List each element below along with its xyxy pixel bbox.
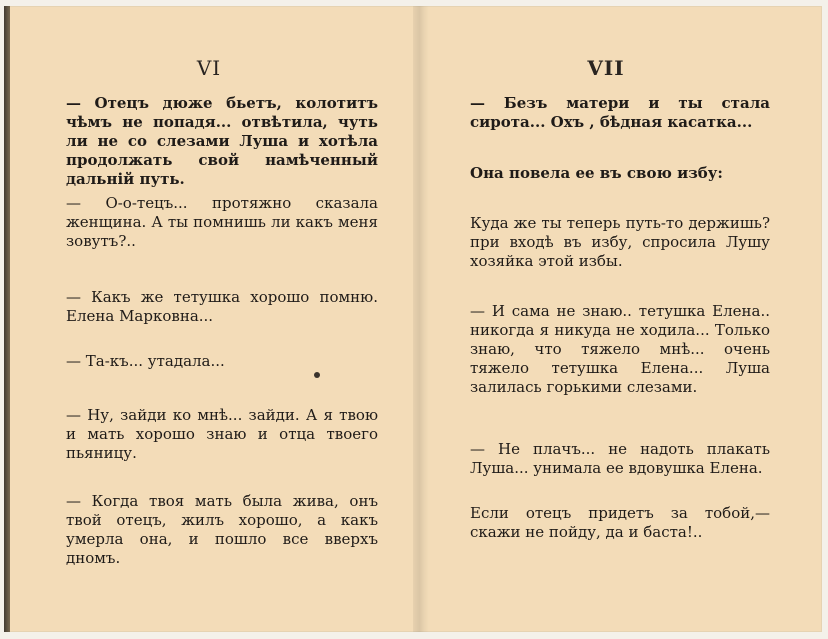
paragraph: — Ну, зайди ко мнѣ... зайди. А я твою и мать хорошо знаю и отца твоего пьяницу. <box>66 406 378 462</box>
paragraph: — О-о-тецъ... протяжно сказала женщина. А ты помнишь ли какъ меня зовутъ?.. <box>66 194 378 250</box>
paragraph: Куда же ты теперь путь-то держишь? при входѣ въ избу, спросила Лушу хозяйка этой избы. <box>470 214 770 270</box>
right-page <box>414 6 822 632</box>
paragraph: — И сама не знаю.. тетушка Елена.. никогда я никуда не ходила... Только знаю, что тяжело мнѣ... очень тяжело тетушка Елена... Луша залилась горькими слезами. <box>470 302 770 396</box>
left-page <box>4 6 414 632</box>
paragraph: — Когда твоя мать была жива, онъ твой отецъ, жилъ хорошо, а какъ умерла она, и пошло все вверхъ дномъ. <box>66 492 378 567</box>
open-book <box>4 6 822 632</box>
paragraph: Она повела ее въ свою избу: <box>470 164 723 182</box>
paragraph: — Безъ матери и ты стала сирота... Охъ , бѣдная касатка... <box>470 94 770 131</box>
paragraph: — Отецъ дюже бьетъ, колотитъ чѣмъ не попадя... отвѣтила, чуть ли не со слезами Луша и хотѣла продолжать свой намѣченный дальній путь. <box>66 94 378 188</box>
paragraph: — Какъ же тетушка хорошо помню. Елена Марковна... <box>66 288 378 325</box>
paragraph: Если отецъ придетъ за тобой,—скажи не пойду, да и баста!.. <box>470 504 770 541</box>
ink-dot <box>314 372 320 378</box>
paragraph: — Не плачъ... не надоть плакать Луша... унимала ее вдовушка Елена. <box>470 440 770 477</box>
page-number-right: VII <box>587 56 625 80</box>
page-number-left: VI <box>196 56 222 80</box>
paragraph: — Та-къ... утадала... <box>66 352 225 370</box>
